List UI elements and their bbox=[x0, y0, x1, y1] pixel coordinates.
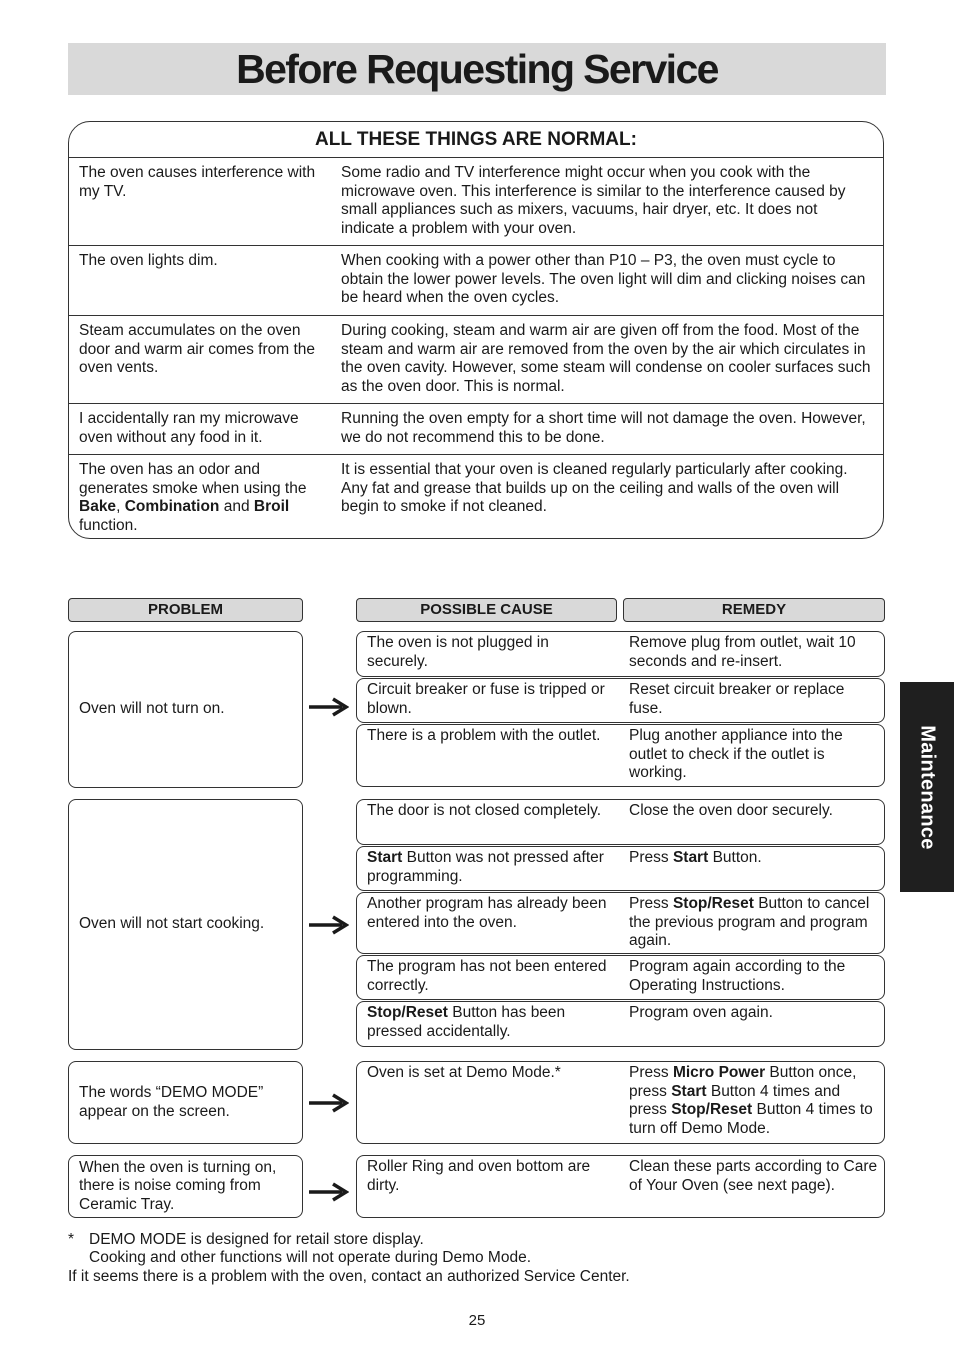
cause-text: Circuit breaker or fuse is tripped or blown. bbox=[367, 681, 605, 717]
side-tab-label: Maintenance bbox=[916, 724, 939, 850]
maintenance-side-tab bbox=[900, 682, 954, 892]
header-possible-cause: POSSIBLE CAUSE bbox=[356, 598, 617, 622]
cause-remedy-row bbox=[356, 678, 885, 723]
cause-remedy-row bbox=[356, 724, 885, 787]
normal-symptom: Steam accumulates on the oven door and warm air comes from the oven vents. bbox=[79, 322, 316, 376]
normal-explanation: Some radio and TV interference might occur when you cook with the microwave oven. This interference is similar to the interference caused by small appliances such as mixers, vacuums, hair dryer, etc. It does not indicate a problem with your oven. bbox=[341, 164, 846, 237]
normal-row bbox=[69, 404, 883, 455]
problem-text: The words “DEMO MODE” appear on the screen. bbox=[79, 1084, 264, 1120]
normal-row bbox=[69, 455, 883, 539]
header-problem: PROBLEM bbox=[68, 598, 303, 622]
normal-explanation: It is essential that your oven is cleaned regularly particularly after cooking. Any fat and grease that builds up on the ceiling and walls of the oven will begin to smoke if not cleaned. bbox=[341, 461, 848, 515]
remedy-text: Press Stop/Reset Button to cancel the previous program and program again. bbox=[629, 895, 870, 949]
cause-remedy-row bbox=[356, 955, 885, 1000]
cause-remedy-row bbox=[356, 1155, 885, 1218]
normal-explanation: Running the oven empty for a short time will not damage the oven. However, we do not recommend this to be done. bbox=[341, 410, 866, 446]
header-remedy: REMEDY bbox=[623, 598, 885, 622]
remedy-text: Program again according to the Operating Instructions. bbox=[629, 958, 846, 994]
arrow-right-icon bbox=[309, 1093, 349, 1113]
page-title: Before Requesting Service bbox=[236, 45, 718, 92]
problem-text: Oven will not turn on. bbox=[79, 700, 225, 718]
footnote-line-2: Cooking and other functions will not operate during Demo Mode. bbox=[89, 1249, 532, 1266]
problem-box bbox=[68, 799, 303, 1050]
cause-text: The program has not been entered correctly. bbox=[367, 958, 607, 994]
normal-symptom: The oven causes interference with my TV. bbox=[79, 164, 316, 200]
normal-symptom: The oven has an odor and generates smoke when using the Bake, Combination and Broil function. bbox=[79, 461, 307, 534]
problem-text: Oven will not start cooking. bbox=[79, 915, 265, 933]
cause-text: Roller Ring and oven bottom are dirty. bbox=[367, 1158, 591, 1194]
normal-symptom: I accidentally ran my microwave oven without any food in it. bbox=[79, 410, 299, 446]
cause-text: Another program has already been entered into the oven. bbox=[367, 895, 607, 931]
normal-explanation: During cooking, steam and warm air are given off from the food. Most of the steam and warm air are removed from the oven by the air which circulates in the oven cavity. However, some steam will condense on cooler surfaces such as the oven door. This is normal. bbox=[341, 322, 871, 395]
remedy-text: Remove plug from outlet, wait 10 seconds and re-insert. bbox=[629, 634, 856, 670]
cause-text: Start Button was not pressed after programming. bbox=[367, 849, 604, 885]
remedy-text: Reset circuit breaker or replace fuse. bbox=[629, 681, 845, 717]
normal-heading: ALL THESE THINGS ARE NORMAL: bbox=[69, 122, 883, 158]
normal-row bbox=[69, 246, 883, 316]
remedy-text: Press Start Button. bbox=[629, 849, 762, 866]
title-bar bbox=[68, 43, 886, 95]
normal-symptom: The oven lights dim. bbox=[79, 252, 218, 269]
remedy-text: Program oven again. bbox=[629, 1004, 773, 1021]
normal-row bbox=[69, 158, 883, 246]
normal-row bbox=[69, 316, 883, 404]
cause-text: Stop/Reset Button has been pressed accidentally. bbox=[367, 1004, 566, 1040]
remedy-text: Clean these parts according to Care of Your Oven (see next page). bbox=[629, 1158, 878, 1194]
cause-text: There is a problem with the outlet. bbox=[367, 727, 601, 744]
service-note: If it seems there is a problem with the oven, contact an authorized Service Center. bbox=[68, 1268, 630, 1285]
normal-things-box bbox=[68, 121, 884, 539]
remedy-text: Plug another appliance into the outlet to check if the outlet is working. bbox=[629, 727, 843, 781]
cause-remedy-row bbox=[356, 631, 885, 677]
cause-remedy-row bbox=[356, 1001, 885, 1047]
arrow-right-icon bbox=[309, 915, 349, 935]
cause-remedy-row bbox=[356, 799, 885, 845]
problem-box bbox=[68, 1061, 303, 1144]
cause-remedy-row bbox=[356, 1061, 885, 1144]
arrow-right-icon bbox=[309, 697, 349, 717]
remedy-text: Close the oven door securely. bbox=[629, 802, 833, 819]
page-number: 25 bbox=[468, 1312, 486, 1329]
footnote-line-1: DEMO MODE is designed for retail store display. bbox=[89, 1231, 424, 1248]
cause-remedy-row bbox=[356, 892, 885, 954]
arrow-right-icon bbox=[309, 1182, 349, 1202]
problem-box bbox=[68, 1155, 303, 1218]
problem-text: When the oven is turning on, there is noise coming from Ceramic Tray. bbox=[79, 1158, 277, 1213]
cause-text: The oven is not plugged in securely. bbox=[367, 634, 549, 670]
cause-text: The door is not closed completely. bbox=[367, 802, 602, 819]
normal-explanation: When cooking with a power other than P10 – P3, the oven must cycle to obtain the lower power levels. The oven light will dim and clicking noises can be heard when the oven cycles. bbox=[341, 252, 866, 306]
footnote-star: * bbox=[68, 1231, 75, 1248]
cause-text: Oven is set at Demo Mode.* bbox=[367, 1064, 561, 1081]
remedy-text: Press Micro Power Button once, press Start Button 4 times and press Stop/Reset Button 4 times to turn off Demo Mode. bbox=[629, 1064, 873, 1137]
cause-remedy-row bbox=[356, 846, 885, 891]
problem-box bbox=[68, 631, 303, 788]
